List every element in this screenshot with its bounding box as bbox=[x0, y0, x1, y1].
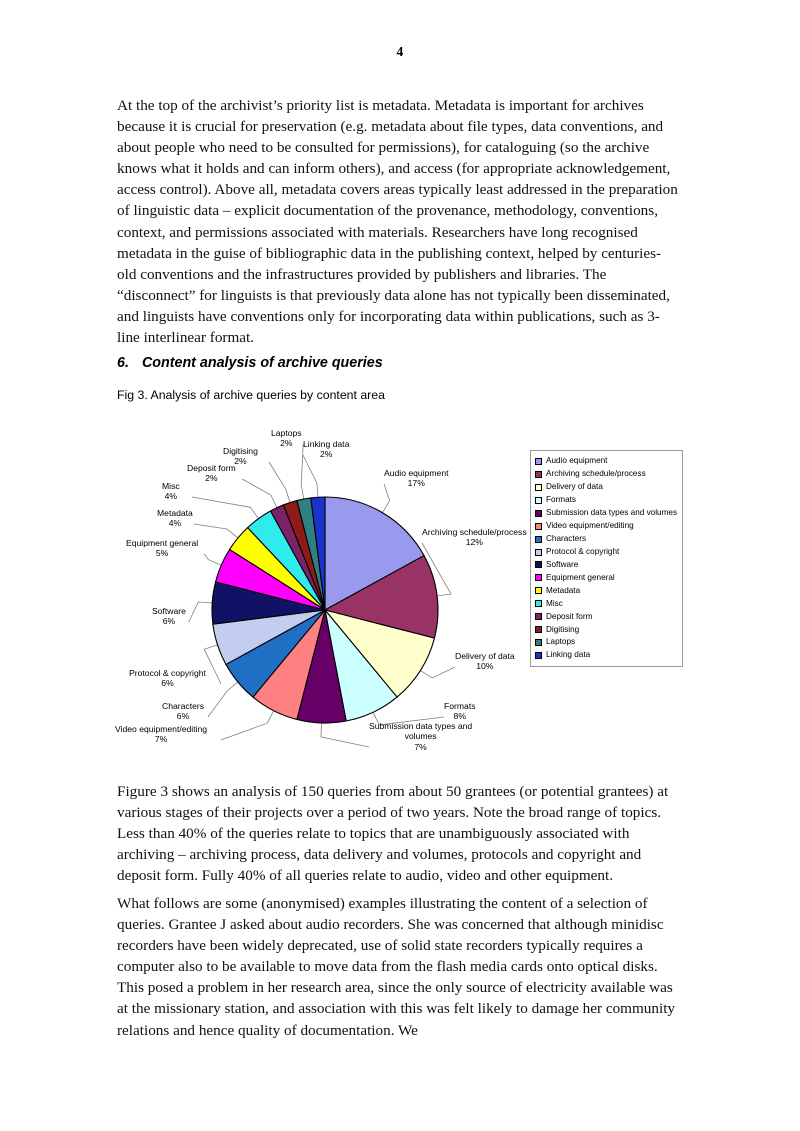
section-heading bbox=[117, 355, 383, 371]
legend-color-swatch bbox=[535, 497, 542, 504]
paragraph-text: What follows are some (anonymised) examples illustrating the content of a selection of queries. Grantee J asked about audio recorders. She was concerned that although minidisc recorders have been widely deprecated, use of solid state recorders typically requires a computer also to be available to move data from the flash media cards onto optical disks. This posed a problem in her research area, since the only source of electricity available was at the missionary station, and association with this was felt likely to damage her community relations and hence quality of documentation. We bbox=[117, 895, 676, 1039]
legend-item-label: Video equipment/editing bbox=[546, 521, 634, 531]
legend-item-label: Laptops bbox=[546, 637, 576, 647]
pie-label-video-equipment-editing bbox=[115, 724, 207, 745]
pie-label-archiving-schedule-process bbox=[422, 527, 527, 548]
legend-color-swatch bbox=[535, 523, 542, 530]
legend-item-label: Audio equipment bbox=[546, 456, 608, 466]
pie-label-linking-data bbox=[303, 439, 349, 460]
pie-leader-line bbox=[321, 722, 369, 747]
legend-item[interactable] bbox=[535, 546, 679, 559]
pie-label-text: Archiving schedule/process bbox=[422, 527, 527, 537]
legend-item[interactable] bbox=[535, 571, 679, 584]
pie-label-text: Laptops bbox=[271, 428, 302, 438]
pie-label-text: Protocol & copyright bbox=[129, 668, 206, 678]
legend-color-swatch bbox=[535, 587, 542, 594]
legend-item-label: Submission data types and volumes bbox=[546, 508, 678, 518]
pie-label-value: 8% bbox=[453, 711, 466, 722]
pie-label-text: Delivery of data bbox=[455, 651, 515, 661]
legend-item[interactable] bbox=[535, 597, 679, 610]
legend-item[interactable] bbox=[535, 559, 679, 572]
legend-color-swatch bbox=[535, 458, 542, 465]
legend-item-label: Delivery of data bbox=[546, 482, 603, 492]
legend-color-swatch bbox=[535, 561, 542, 568]
pie-leader-line bbox=[303, 455, 318, 498]
legend-item-label: Characters bbox=[546, 533, 587, 543]
legend-color-swatch bbox=[535, 471, 542, 478]
pie-label-value: 4% bbox=[168, 518, 182, 529]
legend-item-label: Software bbox=[546, 559, 579, 569]
legend-item[interactable] bbox=[535, 520, 679, 533]
page-number: 4 bbox=[396, 44, 404, 59]
legend-item[interactable] bbox=[535, 610, 679, 623]
pie-label-value: 12% bbox=[465, 537, 483, 548]
pie-label-formats bbox=[444, 701, 476, 722]
legend-item[interactable] bbox=[535, 584, 679, 597]
legend-item-label: Archiving schedule/process bbox=[546, 469, 646, 479]
pie-label-value: 2% bbox=[234, 456, 247, 467]
legend-color-swatch bbox=[535, 613, 542, 620]
legend-list bbox=[535, 455, 679, 662]
pie-label-text: Formats bbox=[444, 701, 476, 711]
pie-leader-line bbox=[208, 681, 239, 717]
pie-slices bbox=[212, 497, 438, 723]
pie-label-value: 2% bbox=[280, 438, 293, 449]
pie-label-delivery-of-data bbox=[455, 651, 515, 672]
legend-color-swatch bbox=[535, 484, 542, 491]
legend-item[interactable] bbox=[535, 533, 679, 546]
paragraph-text: Figure 3 shows an analysis of 150 queries from about 50 grantees (or potential grantees) at various stages of their projects over a period of two years. Note the broad range of topics. Less than 40% of the queries relate to topics that are unambiguously associated with archiving – archiving process, data delivery and volumes, protocols and copyright and deposit form. Fully 40% of all queries relate to audio, video and other equipment. bbox=[117, 783, 669, 885]
pie-leader-line bbox=[420, 667, 456, 678]
pie-leader-line bbox=[194, 524, 239, 539]
legend-color-swatch bbox=[535, 600, 542, 607]
pie-label-value: 10% bbox=[476, 661, 494, 672]
legend-item-label: Misc bbox=[546, 598, 563, 608]
pie-label-text: Linking data bbox=[303, 439, 350, 449]
pie-label-software bbox=[152, 606, 186, 627]
pie-label-text: Characters bbox=[162, 701, 205, 711]
pie-label-value: 6% bbox=[162, 616, 176, 627]
pie-label-audio-equipment bbox=[384, 468, 449, 489]
section-number: 6. bbox=[117, 355, 129, 371]
pie-label-text: Metadata bbox=[157, 508, 193, 518]
pie-label-value: 2% bbox=[205, 473, 218, 484]
pie-label-value2: 7% bbox=[414, 741, 427, 752]
legend-item-label: Digitising bbox=[546, 624, 580, 634]
paragraph-text: At the top of the archivist’s priority list is metadata. Metadata is important for archives because it is crucial for preservation (e.g. metadata about file types, data conventions, and about people who need to be consulted for permissions), for cataloguing (so the archive knows what it holds and can inform others), and access (for appropriate acknowledgement, access control). Above all, metadata covers areas typically least addressed in the preparation of linguistic data – explicit documentation of the provenance, methodology, conventions, context, and permissions associated with materials. Researchers have long recognised metadata in the guise of bibliographic data in the publishing context, helped by centuries-old conventions and the infrastructures provided by publishers and libraries. The “disconnect” for linguists is that previously data alone has not typically been disseminated, and linguists have conventions only for incorporating data within publications, such as 3-line interlinear format. bbox=[117, 97, 678, 347]
chart-legend bbox=[530, 450, 683, 667]
pie-label-value: 6% bbox=[161, 678, 174, 689]
legend-item[interactable] bbox=[535, 636, 679, 649]
legend-item[interactable] bbox=[535, 623, 679, 636]
legend-item-label: Equipment general bbox=[546, 572, 615, 582]
legend-color-swatch bbox=[535, 549, 542, 556]
pie-label-metadata bbox=[157, 508, 193, 529]
legend-item-label: Metadata bbox=[546, 585, 581, 595]
legend-item[interactable] bbox=[535, 481, 679, 494]
pie-label-value: 6% bbox=[176, 711, 190, 722]
pie-leader-line bbox=[204, 554, 222, 566]
legend-item-label: Deposit form bbox=[546, 611, 593, 621]
pie-label-text: Misc bbox=[162, 481, 180, 491]
pie-label-value: 4% bbox=[164, 491, 178, 502]
pie-leader-line bbox=[189, 602, 214, 622]
section-title: Content analysis of archive queries bbox=[141, 355, 383, 371]
paragraph-query-examples bbox=[117, 893, 680, 1041]
pie-label-value: volumes bbox=[404, 731, 437, 742]
pie-chart-figure bbox=[112, 408, 690, 763]
paragraph-figure-discussion bbox=[117, 781, 680, 886]
pie-label-equipment-general bbox=[126, 538, 198, 559]
pie-leader-line bbox=[221, 710, 274, 740]
pie-leader-line bbox=[204, 645, 221, 684]
legend-item-label: Formats bbox=[546, 495, 577, 505]
pie-label-text: Equipment general bbox=[126, 538, 199, 548]
pie-label-text: Audio equipment bbox=[384, 468, 449, 478]
legend-color-swatch bbox=[535, 652, 542, 659]
pie-label-text: Digitising bbox=[223, 446, 258, 456]
figure-caption: Fig 3. Analysis of archive queries by content area bbox=[117, 388, 385, 402]
legend-item[interactable] bbox=[535, 507, 679, 520]
legend-item[interactable] bbox=[535, 455, 679, 468]
pie-label-text: Software bbox=[152, 606, 186, 616]
legend-item-label: Linking data bbox=[546, 650, 591, 660]
pie-label-characters bbox=[162, 701, 204, 722]
pie-label-submission-data-types-and-volumes bbox=[369, 721, 472, 752]
pie-label-value: 7% bbox=[154, 734, 168, 745]
pie-label-laptops bbox=[271, 428, 302, 449]
pie-leader-line bbox=[242, 479, 277, 509]
pie-label-value: 17% bbox=[407, 478, 425, 489]
legend-color-swatch bbox=[535, 639, 542, 646]
legend-item[interactable] bbox=[535, 468, 679, 481]
legend-color-swatch bbox=[535, 626, 542, 633]
pie-label-value: 2% bbox=[319, 449, 333, 460]
pie-label-text: Video equipment/editing bbox=[115, 724, 208, 734]
pie-label-text: Deposit form bbox=[187, 463, 236, 473]
legend-item[interactable] bbox=[535, 649, 679, 662]
pie-label-text: Submission data types and bbox=[369, 721, 473, 731]
legend-color-swatch bbox=[535, 574, 542, 581]
legend-color-swatch bbox=[535, 510, 542, 517]
pie-label-digitising bbox=[223, 446, 258, 467]
legend-color-swatch bbox=[535, 536, 542, 543]
legend-item[interactable] bbox=[535, 494, 679, 507]
pie-label-protocol-copyright bbox=[129, 668, 206, 689]
paragraph-metadata-intro bbox=[117, 95, 680, 348]
pie-leader-line bbox=[192, 497, 259, 520]
pie-label-misc bbox=[162, 481, 180, 502]
legend-item-label: Protocol & copyright bbox=[546, 546, 620, 556]
pie-label-value: 5% bbox=[155, 548, 169, 559]
